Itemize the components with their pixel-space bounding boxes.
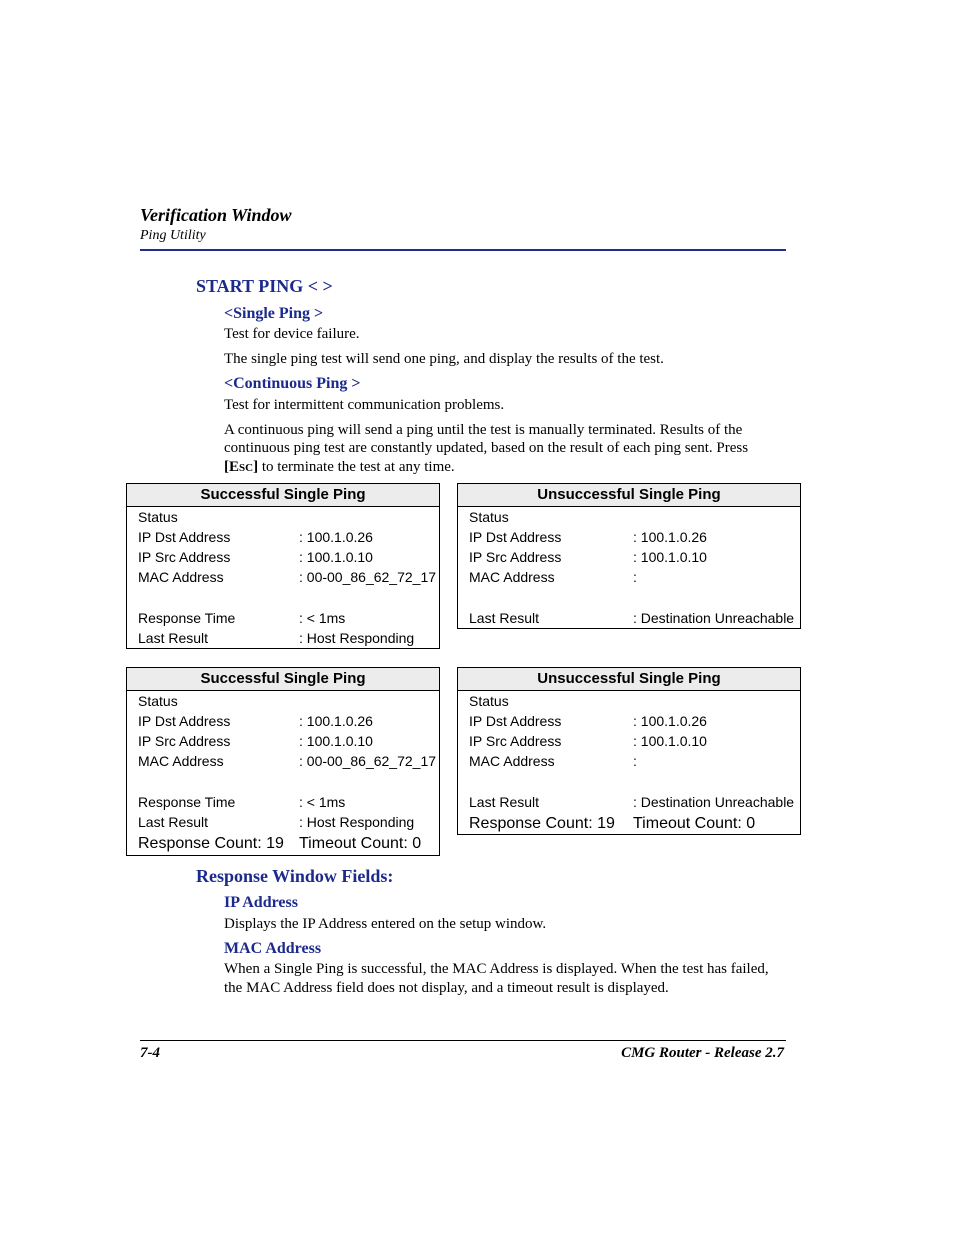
ip-dst-row (458, 711, 800, 731)
panel-title: Unsuccessful Single Ping (458, 668, 800, 691)
single-ping-detail: The single ping test will send one ping, and display the results of the test. (224, 351, 664, 367)
last-result-row (127, 812, 439, 832)
continuous-ping-detail-line1: A continuous ping will send a ping until the test is manually terminated. Results of the (224, 422, 743, 438)
ip-src-row (127, 547, 439, 567)
panel-title: Unsuccessful Single Ping (458, 484, 800, 507)
field-value: : < 1ms (299, 794, 346, 810)
page-number: 7-4 (140, 1045, 160, 1061)
field-label: IP Dst Address (138, 529, 231, 545)
response-time-row (127, 792, 439, 812)
field-label: IP Src Address (138, 549, 231, 565)
field-label: IP Dst Address (469, 529, 562, 545)
ip-dst-row (127, 527, 439, 547)
last-result-row (127, 628, 439, 648)
status-row (458, 507, 800, 527)
field-label: IP Dst Address (138, 713, 231, 729)
field-label: Response Time (138, 794, 236, 810)
response-fields-heading: Response Window Fields: (196, 866, 394, 886)
field-value: : Host Responding (299, 630, 415, 646)
esc-key-open: [E (224, 459, 239, 475)
spacer-row (458, 771, 800, 792)
unsuccessful-continuous-panel (457, 667, 801, 835)
mac-address-heading: MAC Address (224, 940, 322, 957)
ip-dst-row (458, 527, 800, 547)
field-value: : 100.1.0.26 (633, 529, 707, 545)
continuous-ping-heading: <Continuous Ping > (224, 375, 361, 392)
ip-src-row (458, 731, 800, 751)
field-label: IP Src Address (138, 733, 231, 749)
status-label: Status (469, 693, 509, 709)
field-value: : 100.1.0.10 (299, 733, 373, 749)
single-ping-heading: <Single Ping > (224, 305, 324, 322)
field-value: : (633, 753, 637, 769)
panel-title: Successful Single Ping (127, 668, 439, 691)
response-time-row (127, 608, 439, 628)
mac-row (458, 567, 800, 587)
document-title: CMG Router - Release 2.7 (621, 1045, 784, 1061)
field-value: : Host Responding (299, 814, 415, 830)
field-label: Last Result (138, 630, 209, 646)
single-ping-desc: Test for device failure. (224, 326, 360, 342)
successful-ping-panel (126, 483, 440, 649)
section-title: START PING < > (196, 276, 333, 296)
status-row (127, 691, 439, 711)
ip-dst-row (127, 711, 439, 731)
field-label: IP Dst Address (469, 713, 562, 729)
field-label: Last Result (138, 814, 209, 830)
response-count: Response Count: 19 (469, 815, 615, 832)
timeout-count: Timeout Count: 0 (633, 815, 756, 832)
ip-src-row (127, 731, 439, 751)
panel-title: Successful Single Ping (127, 484, 439, 507)
field-label: MAC Address (469, 753, 555, 769)
ip-address-heading: IP Address (224, 894, 298, 911)
unsuccessful-ping-panel (457, 483, 801, 629)
running-header-subtitle: Ping Utility (140, 228, 206, 243)
running-header-title: Verification Window (140, 205, 292, 225)
continuous-ping-desc: Test for intermittent communication problems. (224, 397, 505, 413)
esc-key-close: ] (253, 459, 259, 475)
field-value: : 100.1.0.10 (633, 733, 707, 749)
last-result-row (458, 608, 800, 628)
counts-row (127, 832, 439, 856)
field-label: MAC Address (469, 569, 555, 585)
last-result-row (458, 792, 800, 812)
field-value: : 100.1.0.26 (299, 529, 373, 545)
successful-continuous-panel (126, 667, 440, 856)
mac-address-desc-line2: the MAC Address field does not display, and a timeout result is displayed. (224, 980, 669, 996)
field-value: : 100.1.0.26 (299, 713, 373, 729)
field-value: : 100.1.0.26 (633, 713, 707, 729)
field-label: IP Src Address (469, 549, 562, 565)
spacer-row (127, 587, 439, 608)
field-label: IP Src Address (469, 733, 562, 749)
field-value: : < 1ms (299, 610, 346, 626)
spacer-row (458, 587, 800, 608)
esc-key (224, 459, 258, 475)
field-value: : 00-00_86_62_72_17 (299, 753, 437, 769)
status-row (458, 691, 800, 711)
field-label: MAC Address (138, 569, 224, 585)
status-label: Status (138, 693, 178, 709)
counts-row (458, 812, 800, 836)
status-label: Status (469, 509, 509, 525)
field-label: MAC Address (138, 753, 224, 769)
field-value: : 00-00_86_62_72_17 (299, 569, 437, 585)
response-count: Response Count: 19 (138, 835, 284, 852)
status-row (127, 507, 439, 527)
continuous-ping-detail-line3 (224, 458, 455, 477)
mac-row (127, 751, 439, 771)
ip-src-row (458, 547, 800, 567)
continuous-ping-detail-line2: continuous ping test are constantly updated, based on the result of each ping sent. Press (224, 440, 749, 456)
continuous-ping-detail-tail: to terminate the test at any time. (258, 459, 455, 475)
status-label: Status (138, 509, 178, 525)
spacer-row (127, 771, 439, 792)
field-value: : 100.1.0.10 (299, 549, 373, 565)
mac-row (127, 567, 439, 587)
field-value: : (633, 569, 637, 585)
ip-address-desc: Displays the IP Address entered on the setup window. (224, 916, 547, 932)
esc-key-smallcaps: SC (239, 462, 254, 474)
field-value: : 100.1.0.10 (633, 549, 707, 565)
field-label: Last Result (469, 610, 540, 626)
footer-rule (140, 1040, 786, 1041)
field-value: : Destination Unreachable (633, 610, 795, 626)
field-value: : Destination Unreachable (633, 794, 795, 810)
mac-address-desc-line1: When a Single Ping is successful, the MAC Address is displayed. When the test has failed, (224, 961, 769, 977)
header-rule (140, 249, 786, 251)
timeout-count: Timeout Count: 0 (299, 835, 422, 852)
field-label: Response Time (138, 610, 236, 626)
field-label: Last Result (469, 794, 540, 810)
mac-row (458, 751, 800, 771)
